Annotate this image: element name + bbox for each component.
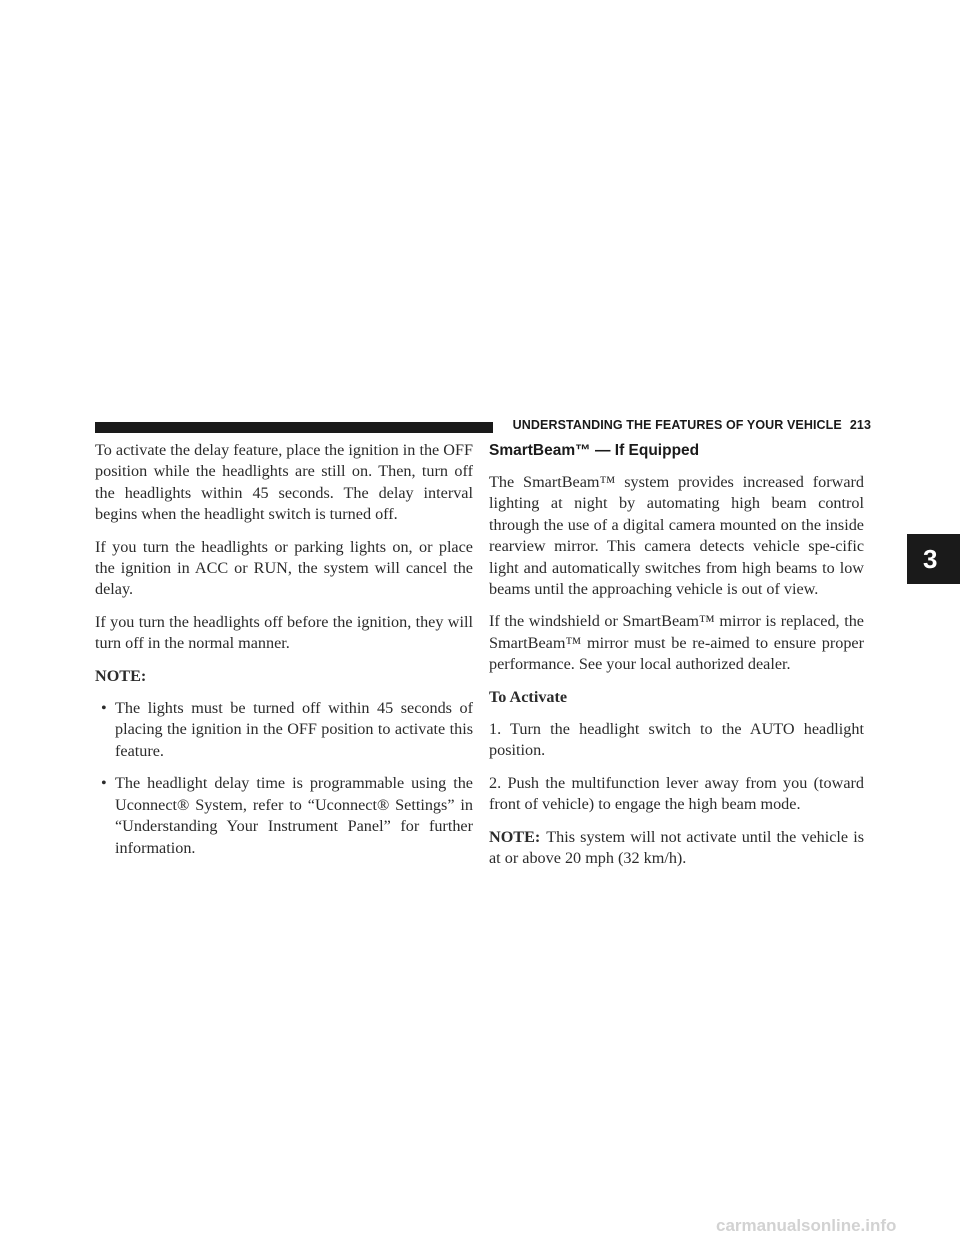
note-paragraph — [489, 827, 864, 870]
paragraph: To activate the delay feature, place the ignition in the OFF position while the headlights are still on. Then, turn off the headlights within 45 seconds. The delay interval begins when the headlight switch is turned off. — [95, 441, 473, 524]
note-label: NOTE: — [489, 827, 541, 846]
paragraph: If you turn the headlights or parking lights on, or place the ignition in ACC or RUN, the system will cancel the delay. — [95, 537, 473, 599]
note-text: This system will not activate until the vehicle is at or above 20 mph (32 km/h). — [489, 827, 864, 868]
bullet-item — [95, 698, 473, 762]
section-heading: SmartBeam™ — If Equipped — [489, 442, 700, 459]
bullet-item — [95, 773, 473, 859]
step: 2. Push the multifunction lever away from you (toward front of vehicle) to engage the high beam mode. — [489, 773, 864, 814]
note-label: NOTE: — [95, 666, 147, 685]
paragraph: If you turn the headlights off before the ignition, they will turn off in the normal manner. — [95, 612, 473, 653]
bullet-text: The headlight delay time is programmable using the Uconnect® System, refer to “Uconnect® Settings” in “Understanding Your Instrument Panel” for further information. — [115, 774, 473, 857]
bullet-text: The lights must be turned off within 45 seconds of placing the ignition in the OFF position to activate this feature. — [115, 699, 473, 760]
chapter-tab: 3 — [907, 534, 960, 584]
bullet-icon: • — [101, 774, 107, 793]
page-number: 213 — [849, 418, 871, 432]
subheading: To Activate — [489, 687, 568, 706]
running-header — [503, 418, 871, 432]
watermark: carmanualsonline.info — [716, 1216, 897, 1235]
right-column — [489, 441, 864, 881]
step: 1. Turn the headlight switch to the AUTO headlight position. — [489, 720, 864, 760]
left-column — [95, 440, 473, 870]
paragraph: The SmartBeam™ system provides increased forward lighting at night by automating high beam control through the use of a digital camera mounted on the inside rearview mirror. This camera detects vehicle spe-cific light and automatically switches from high beams to low beams until the approaching vehicle is out of view. — [489, 473, 864, 599]
bullet-icon: • — [101, 699, 107, 718]
header-rule — [95, 422, 493, 433]
paragraph: If the windshield or SmartBeam™ mirror is replaced, the SmartBeam™ mirror must be re-aimed to ensure proper performance. See your local authorized dealer. — [489, 612, 864, 674]
header-title-text: UNDERSTANDING THE FEATURES OF YOUR VEHICLE — [512, 418, 842, 432]
